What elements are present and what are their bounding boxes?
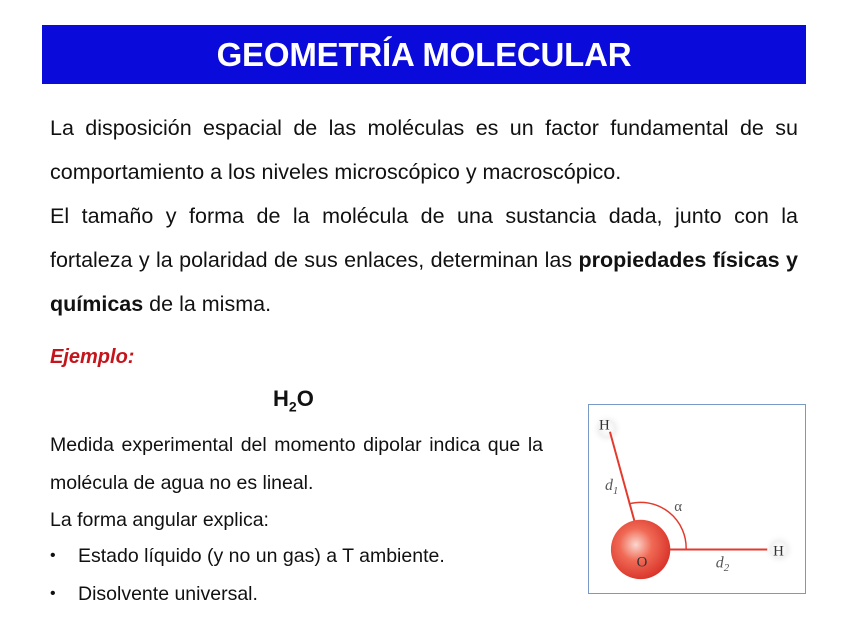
properties-list [50, 537, 445, 613]
intro-paragraph-2 [50, 194, 798, 326]
water-molecule-figure [588, 404, 806, 594]
bond-angle-label: α [674, 498, 683, 515]
bullet-text: Estado líquido (y no un gas) a T ambiente. [78, 545, 445, 567]
atom-label-h2: H [773, 543, 784, 560]
formula-subscript: 2 [288, 398, 297, 415]
page-title: GEOMETRÍA MOLECULAR [216, 35, 632, 73]
angular-shape-text: La forma angular explica: [50, 509, 269, 531]
example-label: Ejemplo: [50, 346, 135, 368]
title-banner [42, 25, 806, 84]
bullet-icon: • [50, 585, 56, 602]
intro-p2-end: de la misma. [143, 292, 272, 316]
dipole-text: Medida experimental del momento dipolar indica que la molécula de agua no es lineal. [50, 434, 543, 494]
list-item [50, 537, 445, 575]
list-item [50, 575, 445, 613]
bond-length-d2: $d_2$ [715, 554, 730, 575]
bullet-icon: • [50, 547, 56, 564]
water-molecule-diagram [589, 405, 805, 593]
atom-label-o: O [636, 554, 648, 571]
bond-length-d1: $d_1$ [604, 477, 619, 498]
intro-p2-bold: propiedades físicas y químicas [50, 248, 798, 316]
formula-h: H [273, 386, 289, 411]
formula-o: O [296, 386, 314, 411]
intro-paragraph-1: La disposición espacial de las moléculas es un factor fundamental de su comportamiento a los niveles microscópico y macroscópico. [50, 116, 798, 184]
water-formula [273, 386, 314, 414]
atom-label-h1: H [599, 417, 610, 434]
intro-p2-start: El tamaño y forma de la molécula de una sustancia dada, junto con la fortaleza y la polaridad de sus enlaces, determinan las [50, 204, 798, 272]
bullet-text: Disolvente universal. [78, 583, 258, 605]
